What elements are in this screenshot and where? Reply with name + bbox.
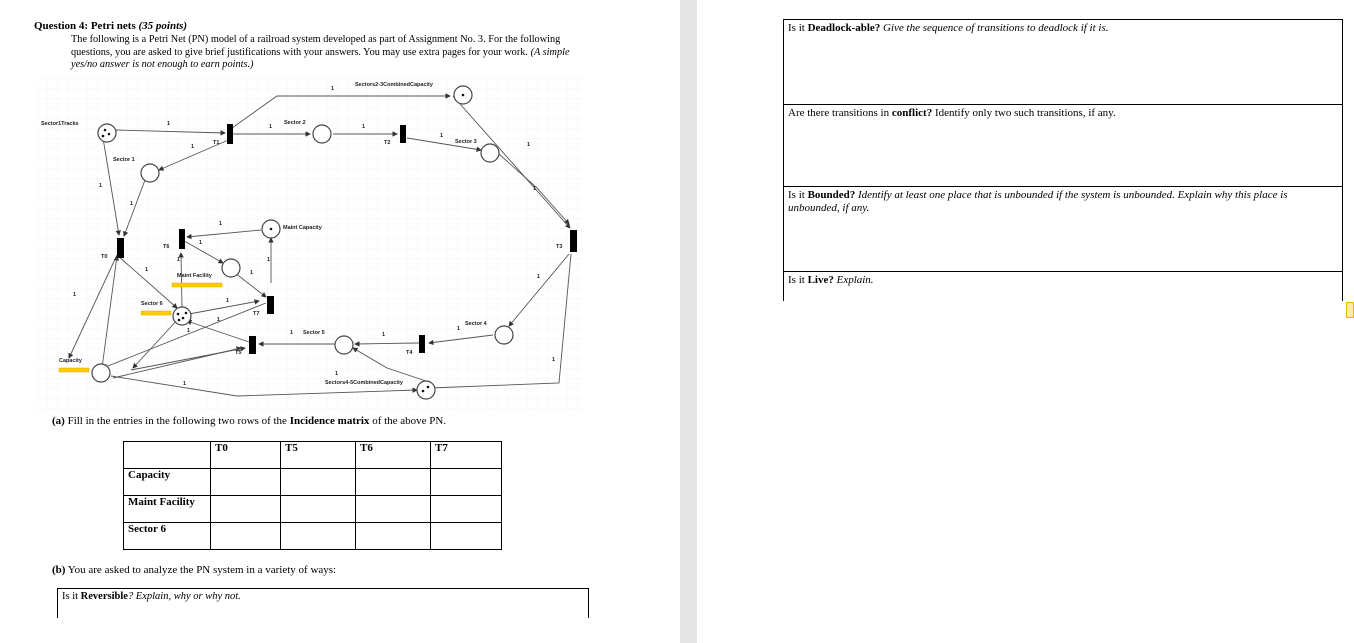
label-maint-facility: Maint Facility: [177, 273, 212, 279]
bounded-prefix: Is it: [788, 189, 805, 201]
corner-cell: [124, 442, 211, 469]
label-t0: T0: [101, 254, 108, 260]
table-row: [124, 469, 502, 496]
weight-label: 1: [362, 124, 366, 130]
bounded-italic: Identify at least one place that is unbounded if the system is unbounded. Explain why this place is unbounded, if any.: [788, 189, 1288, 214]
transition-t7: [267, 296, 274, 314]
part-a-bold: Incidence matrix: [289, 415, 370, 427]
weight-label: 1: [250, 270, 254, 276]
label-sectors45: Sectors4-5CombinedCapacity: [325, 380, 403, 386]
label-sector1: Sector 1: [113, 157, 135, 163]
intro-text: The following is a Petri Net (PN) model of a railroad system developed as part of Assignment No. 3. For the following questions, you are asked to give brief justifications with your answers. You may use extra pages for your work.: [71, 34, 561, 58]
row-header: Capacity: [124, 469, 211, 496]
weight-label: 1: [335, 371, 339, 377]
matrix-cell[interactable]: [211, 496, 281, 523]
place-sector6: [173, 307, 191, 325]
weight-label: 1: [269, 124, 273, 130]
weight-label: 1: [99, 183, 103, 189]
column-header: T5: [281, 442, 356, 469]
place-capacity: [92, 364, 110, 382]
live-prefix: Is it: [788, 274, 805, 286]
reversible-answer-box[interactable]: [57, 588, 589, 618]
highlight-sector6: [141, 311, 171, 315]
question-title: [34, 20, 187, 32]
transition-t2: [400, 125, 406, 143]
transition-t0: [117, 238, 124, 258]
matrix-cell[interactable]: [431, 496, 502, 523]
label-sector4: Sector 4: [465, 321, 487, 327]
conflict-prefix: Are there transitions in: [788, 107, 890, 119]
place-sector1: [141, 164, 159, 182]
transition-t3: [570, 230, 577, 252]
transition-t6: [179, 229, 185, 249]
deadlock-bold: Deadlock-able?: [807, 22, 881, 34]
intro-note: (A simple yes/no answer is not enough to earn points.): [71, 46, 570, 70]
deadlock-answer-box[interactable]: [783, 19, 1343, 105]
table-header-row: [124, 442, 502, 469]
label-sector2: Sector 2: [284, 120, 306, 126]
weight-label: 1: [457, 326, 461, 332]
place-sector5: [335, 336, 353, 354]
transition-t5: [249, 336, 256, 354]
weight-label: 1: [130, 201, 134, 207]
matrix-cell[interactable]: [356, 469, 431, 496]
weight-label: 1: [219, 221, 223, 227]
document-page-right: [697, 0, 1354, 643]
column-header: T7: [431, 442, 502, 469]
place-sector2: [313, 125, 331, 143]
weight-label: 1: [440, 133, 444, 139]
matrix-cell[interactable]: [211, 469, 281, 496]
matrix-cell[interactable]: [356, 496, 431, 523]
conflict-answer-box[interactable]: [783, 104, 1343, 187]
place-sector1tracks: [98, 124, 116, 142]
deadlock-prefix: Is it: [788, 22, 805, 34]
label-t4: T4: [406, 350, 413, 356]
weight-label: 1: [537, 274, 541, 280]
label-sector3: Sector 3: [455, 139, 477, 145]
highlight-maint-facility: [172, 283, 222, 287]
part-b-text: You are asked to analyze the PN system in a variety of ways:: [67, 564, 337, 576]
conflict-bold: conflict?: [891, 107, 933, 119]
reversible-bold: Reversible: [80, 591, 128, 602]
transition-t1: [227, 124, 233, 144]
live-bold: Live?: [807, 274, 834, 286]
conflict-rest: Identify only two such transitions, if any.: [934, 107, 1116, 119]
weight-label: 1: [177, 257, 181, 263]
weight-label: 1: [527, 142, 531, 148]
matrix-cell[interactable]: [281, 469, 356, 496]
label-t6: T6: [163, 244, 170, 250]
question-intro: [71, 34, 591, 72]
label-t5: T5: [235, 350, 242, 356]
weight-label: 1: [217, 317, 221, 323]
weight-label: 1: [533, 186, 537, 192]
matrix-cell[interactable]: [281, 496, 356, 523]
label-t1: T1: [213, 140, 220, 146]
label-t7: T7: [253, 311, 260, 317]
label-sector6: Sector 6: [141, 301, 163, 307]
weight-label: 1: [191, 144, 195, 150]
highlight-capacity: [59, 368, 89, 372]
label-maint-capacity: Maint Capacity: [283, 225, 322, 231]
column-header: T0: [211, 442, 281, 469]
weight-label: 1: [167, 121, 171, 127]
incidence-matrix-table: [123, 441, 502, 550]
reversible-question: ? Explain, why or why not.: [127, 591, 241, 602]
weight-label: 1: [552, 357, 556, 363]
question-title-text: Question 4: Petri nets: [34, 20, 136, 32]
table-row: [124, 496, 502, 523]
column-header: T6: [356, 442, 431, 469]
matrix-cell[interactable]: [281, 523, 356, 550]
petri-net-diagram: [37, 78, 587, 413]
table-row: [124, 523, 502, 550]
weight-label: 1: [331, 86, 335, 92]
bounded-bold: Bounded?: [807, 189, 856, 201]
place-sectors45: [417, 381, 435, 399]
part-b-label: (b): [52, 564, 66, 576]
label-sectors23: Sectors2-3CombinedCapacity: [355, 82, 433, 88]
deadlock-italic: Give the sequence of transitions to deadlock if it is.: [883, 22, 1109, 34]
weight-label: 1: [199, 240, 203, 246]
row-header: Maint Facility: [124, 496, 211, 523]
weight-label: 1: [226, 298, 230, 304]
page-gap: [680, 0, 697, 643]
label-capacity: Capacity: [59, 358, 82, 364]
label-sector1tracks: Sector1Tracks: [41, 121, 79, 127]
part-a-label: (a): [52, 415, 65, 427]
weight-label: 1: [183, 381, 187, 387]
label-t2: T2: [384, 140, 391, 146]
part-b-prompt: [52, 564, 336, 576]
label-sector5: Sector 5: [303, 330, 325, 336]
reversible-prefix: Is it: [62, 591, 79, 602]
weight-label: 1: [267, 257, 271, 263]
live-italic: Explain.: [836, 274, 874, 286]
weight-label: 1: [382, 332, 386, 338]
place-sector4: [495, 326, 513, 344]
comment-marker-icon[interactable]: [1346, 302, 1354, 318]
row-header: Sector 6: [124, 523, 211, 550]
label-t3: T3: [556, 244, 563, 250]
place-sector3: [481, 144, 499, 162]
transition-t4: [419, 335, 425, 353]
matrix-cell[interactable]: [211, 523, 281, 550]
part-a-prompt: [52, 415, 446, 427]
weight-label: 1: [73, 292, 77, 298]
weight-label: 1: [187, 328, 191, 334]
bounded-answer-box[interactable]: [783, 186, 1343, 272]
weight-label: 1: [145, 267, 149, 273]
live-answer-box[interactable]: [783, 271, 1343, 301]
question-points: (35 points): [138, 20, 188, 32]
part-a-text: Fill in the entries in the following two rows of the: [67, 415, 287, 427]
weight-label: 1: [290, 330, 294, 336]
part-a-text-after: of the above PN.: [372, 415, 447, 427]
matrix-cell[interactable]: [356, 523, 431, 550]
place-maint-facility: [222, 259, 240, 277]
matrix-cell[interactable]: [431, 469, 502, 496]
matrix-cell[interactable]: [431, 523, 502, 550]
